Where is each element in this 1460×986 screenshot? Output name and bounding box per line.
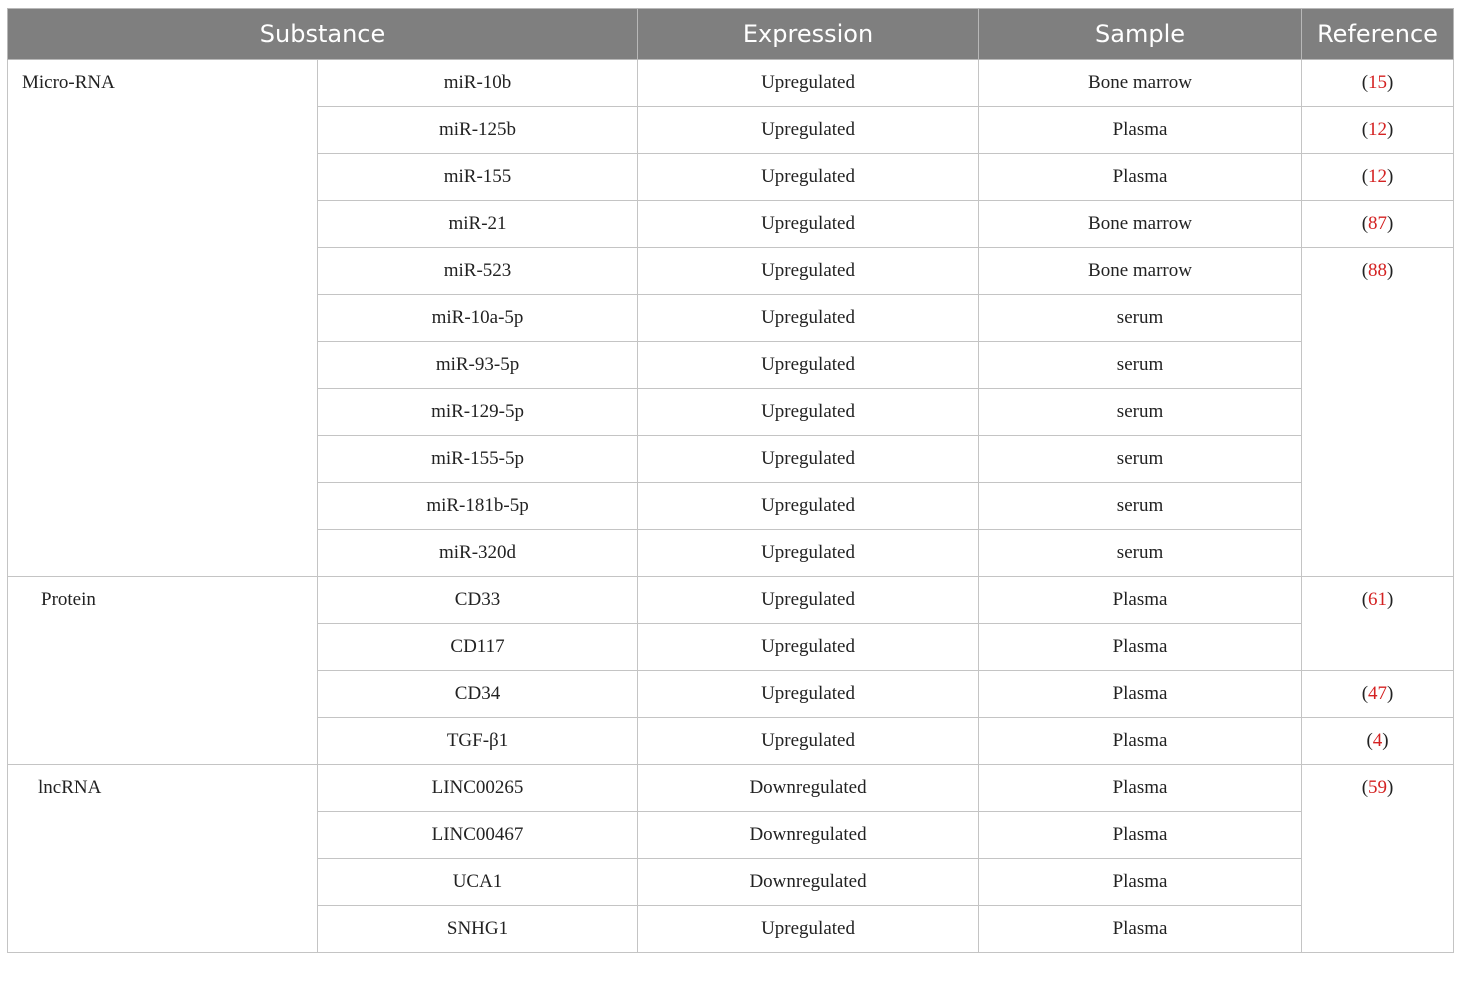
expression-cell: Upregulated (638, 906, 979, 953)
expression-cell: Upregulated (638, 624, 979, 671)
reference-cell: (4) (1302, 718, 1454, 765)
sample-cell: serum (979, 389, 1302, 436)
sample-cell: Bone marrow (979, 248, 1302, 295)
expression-cell: Upregulated (638, 530, 979, 577)
substance-name: miR-10a-5p (318, 295, 638, 342)
expression-cell: Downregulated (638, 859, 979, 906)
expression-cell: Upregulated (638, 295, 979, 342)
substance-name: UCA1 (318, 859, 638, 906)
expression-cell: Upregulated (638, 577, 979, 624)
expression-cell: Upregulated (638, 107, 979, 154)
header-sample: Sample (979, 9, 1302, 60)
table-row (8, 765, 1454, 812)
reference-link[interactable]: 61 (1368, 589, 1388, 610)
substance-name: TGF-β1 (318, 718, 638, 765)
reference-link[interactable]: 87 (1368, 213, 1388, 234)
expression-cell: Upregulated (638, 248, 979, 295)
expression-cell: Upregulated (638, 60, 979, 107)
substance-name: miR-155 (318, 154, 638, 201)
substance-name: miR-21 (318, 201, 638, 248)
reference-cell: (61) (1302, 577, 1454, 671)
expression-cell: Upregulated (638, 342, 979, 389)
header-substance: Substance (8, 9, 638, 60)
group-label-lncrna: lncRNA (8, 765, 318, 953)
substance-name: SNHG1 (318, 906, 638, 953)
sample-cell: Bone marrow (979, 60, 1302, 107)
substance-name: miR-93-5p (318, 342, 638, 389)
reference-link[interactable]: 4 (1372, 730, 1383, 751)
substance-name: miR-155-5p (318, 436, 638, 483)
substance-name: miR-181b-5p (318, 483, 638, 530)
substance-name: miR-129-5p (318, 389, 638, 436)
group-label-protein: Protein (8, 577, 318, 765)
sample-cell: Plasma (979, 812, 1302, 859)
reference-link[interactable]: 47 (1368, 683, 1388, 704)
reference-cell: (47) (1302, 671, 1454, 718)
sample-cell: Plasma (979, 859, 1302, 906)
header-reference: Reference (1302, 9, 1454, 60)
sample-cell: Plasma (979, 671, 1302, 718)
sample-cell: Plasma (979, 765, 1302, 812)
expression-cell: Upregulated (638, 201, 979, 248)
substance-name: miR-125b (318, 107, 638, 154)
substance-name: LINC00265 (318, 765, 638, 812)
expression-cell: Upregulated (638, 671, 979, 718)
sample-cell: Plasma (979, 624, 1302, 671)
sample-cell: Plasma (979, 107, 1302, 154)
sample-cell: Bone marrow (979, 201, 1302, 248)
substance-name: CD33 (318, 577, 638, 624)
expression-cell: Downregulated (638, 812, 979, 859)
substance-name: miR-523 (318, 248, 638, 295)
reference-cell: (88) (1302, 248, 1454, 577)
table-row (8, 60, 1454, 107)
reference-link[interactable]: 59 (1368, 777, 1388, 798)
expression-cell: Upregulated (638, 389, 979, 436)
substance-name: miR-10b (318, 60, 638, 107)
sample-cell: serum (979, 436, 1302, 483)
header-row (8, 9, 1454, 60)
header-expression: Expression (638, 9, 979, 60)
table-row (8, 577, 1454, 624)
reference-link[interactable]: 15 (1368, 72, 1388, 93)
expression-cell: Downregulated (638, 765, 979, 812)
reference-cell: (12) (1302, 107, 1454, 154)
group-label-microrna: Micro-RNA (8, 60, 318, 577)
substance-name: LINC00467 (318, 812, 638, 859)
reference-cell: (87) (1302, 201, 1454, 248)
expression-cell: Upregulated (638, 718, 979, 765)
reference-link[interactable]: 88 (1368, 260, 1388, 281)
expression-cell: Upregulated (638, 436, 979, 483)
reference-link[interactable]: 12 (1368, 119, 1388, 140)
sample-cell: Plasma (979, 577, 1302, 624)
reference-cell: (12) (1302, 154, 1454, 201)
reference-cell: (59) (1302, 765, 1454, 953)
reference-cell: (15) (1302, 60, 1454, 107)
sample-cell: Plasma (979, 718, 1302, 765)
expression-cell: Upregulated (638, 483, 979, 530)
sample-cell: serum (979, 483, 1302, 530)
substance-name: CD34 (318, 671, 638, 718)
sample-cell: Plasma (979, 906, 1302, 953)
sample-cell: Plasma (979, 154, 1302, 201)
substance-name: miR-320d (318, 530, 638, 577)
sample-cell: serum (979, 295, 1302, 342)
substance-table (7, 8, 1454, 953)
sample-cell: serum (979, 342, 1302, 389)
substance-name: CD117 (318, 624, 638, 671)
sample-cell: serum (979, 530, 1302, 577)
reference-link[interactable]: 12 (1368, 166, 1388, 187)
expression-cell: Upregulated (638, 154, 979, 201)
